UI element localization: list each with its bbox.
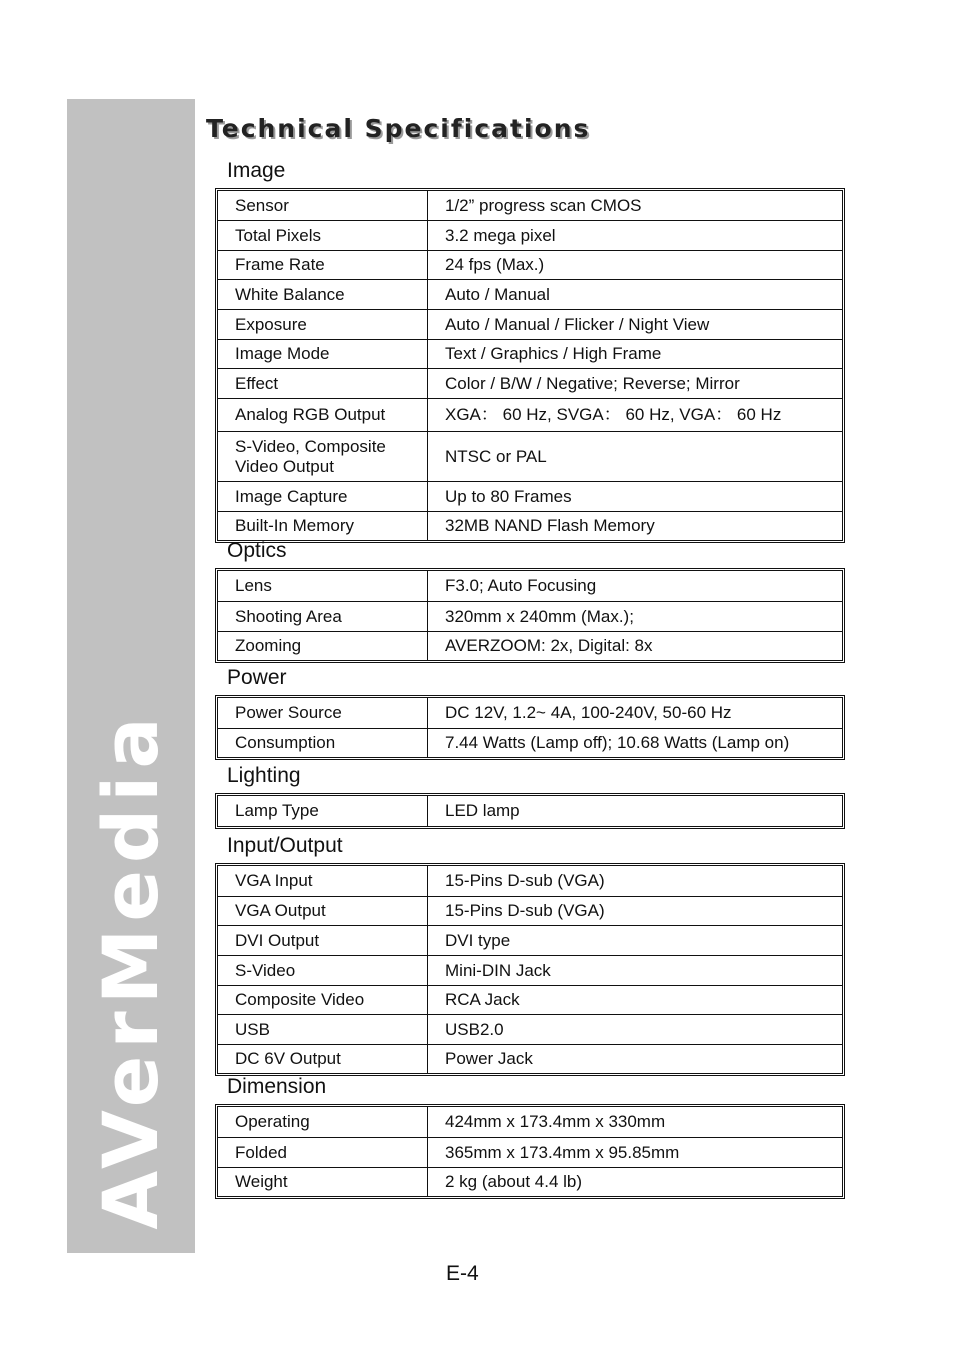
table-row: [218, 631, 842, 660]
table-row: [218, 511, 842, 540]
spec-label: VGA Output: [218, 897, 428, 925]
table-row: [218, 866, 842, 896]
spec-value: Mini-DIN Jack: [445, 960, 551, 980]
spec-label: DVI Output: [218, 926, 428, 955]
table-row: [218, 1107, 842, 1137]
spec-value: 24 fps (Max.): [445, 255, 545, 274]
spec-label: DC 6V Output: [218, 1045, 428, 1073]
spec-value: 320mm x 240mm (Max.);: [445, 606, 634, 626]
spec-label: Sensor: [218, 191, 428, 220]
spec-label: Frame Rate: [218, 251, 428, 279]
spec-value: Color / B/W / Negative; Reverse; Mirror: [445, 373, 740, 393]
spec-label: Total Pixels: [218, 221, 428, 250]
section-heading-image: Image: [227, 159, 286, 182]
table-row: [218, 925, 842, 955]
spec-label: Weight: [218, 1168, 428, 1196]
spec-value: Up to 80 Frames: [445, 486, 572, 506]
spec-label: VGA Input: [218, 866, 428, 896]
spec-label: S-Video, Composite Video Output: [218, 432, 428, 481]
table-row: [218, 339, 842, 368]
spec-value: 2 kg (about 4.4 lb): [445, 1172, 583, 1191]
spec-value: 365mm x 173.4mm x 95.85mm: [445, 1142, 680, 1162]
table-row: [218, 728, 842, 757]
page-title: Technical Specifications: [206, 114, 591, 143]
spec-table-optics: [215, 568, 845, 663]
spec-value: RCA Jack: [445, 990, 520, 1009]
spec-table-lighting: [215, 793, 845, 829]
spec-value: Auto / Manual: [445, 284, 550, 304]
table-row: [218, 1137, 842, 1167]
spec-value: 424mm x 173.4mm x 330mm: [445, 1112, 666, 1131]
table-row: [218, 601, 842, 631]
section-heading-power: Power: [227, 666, 287, 689]
page-number: E-4: [446, 1262, 479, 1285]
section-heading-input-output: Input/Output: [227, 834, 343, 857]
table-row: [218, 191, 842, 220]
spec-table-dimension: [215, 1104, 845, 1199]
table-row: [218, 1014, 842, 1044]
spec-value: XGA： 60 Hz, SVGA： 60 Hz, VGA： 60 Hz: [445, 405, 782, 424]
spec-label: Folded: [218, 1138, 428, 1167]
spec-value: Auto / Manual / Flicker / Night View: [445, 314, 710, 334]
spec-label: Built-In Memory: [218, 512, 428, 540]
spec-label: Analog RGB Output: [218, 399, 428, 431]
spec-value: 1/2” progress scan CMOS: [445, 195, 642, 215]
spec-value: NTSC or PAL: [445, 446, 547, 466]
spec-label: Zooming: [218, 632, 428, 660]
spec-value: 7.44 Watts (Lamp off); 10.68 Watts (Lamp on): [445, 733, 790, 752]
spec-label: USB: [218, 1015, 428, 1044]
spec-value: LED lamp: [445, 801, 520, 820]
spec-label: Exposure: [218, 310, 428, 339]
spec-value: 15-Pins D-sub (VGA): [445, 901, 605, 920]
spec-value: DVI type: [445, 930, 511, 950]
spec-value: AVERZOOM: 2x, Digital: 8x: [445, 636, 653, 655]
table-row: [218, 309, 842, 339]
spec-label: Lamp Type: [218, 796, 428, 826]
spec-label: Image Capture: [218, 482, 428, 511]
spec-value: 15-Pins D-sub (VGA): [445, 871, 605, 890]
table-row: [218, 220, 842, 250]
table-row: [218, 796, 842, 826]
spec-value: USB2.0: [445, 1019, 504, 1039]
spec-value: 32MB NAND Flash Memory: [445, 516, 655, 535]
table-row: [218, 279, 842, 309]
brand-watermark: AVerMedia: [86, 710, 175, 1230]
table-row: [218, 896, 842, 925]
table-row: [218, 698, 842, 728]
spec-label: S-Video: [218, 956, 428, 985]
table-row: [218, 481, 842, 511]
table-row: [218, 398, 842, 431]
spec-value: F3.0; Auto Focusing: [445, 576, 597, 595]
spec-table-input-output: [215, 863, 845, 1076]
table-row: [218, 955, 842, 985]
table-row: [218, 1167, 842, 1196]
table-row: [218, 250, 842, 279]
table-row: [218, 431, 842, 481]
spec-label: Effect: [218, 369, 428, 398]
spec-label: Shooting Area: [218, 602, 428, 631]
table-row: [218, 368, 842, 398]
section-heading-optics: Optics: [227, 539, 287, 562]
spec-value: 3.2 mega pixel: [445, 225, 556, 245]
table-row: [218, 1044, 842, 1073]
table-row: [218, 571, 842, 601]
spec-label: Power Source: [218, 698, 428, 728]
spec-label: Lens: [218, 571, 428, 601]
spec-label: Consumption: [218, 729, 428, 757]
spec-label: Composite Video: [218, 986, 428, 1014]
table-row: [218, 985, 842, 1014]
spec-label: Image Mode: [218, 340, 428, 368]
spec-value: DC 12V, 1.2~ 4A, 100-240V, 50-60 Hz: [445, 703, 732, 722]
spec-label: Operating: [218, 1107, 428, 1137]
spec-label: White Balance: [218, 280, 428, 309]
spec-table-image: [215, 188, 845, 543]
section-heading-dimension: Dimension: [227, 1075, 327, 1098]
spec-table-power: [215, 695, 845, 760]
spec-value: Power Jack: [445, 1049, 533, 1068]
section-heading-lighting: Lighting: [227, 764, 301, 787]
spec-value: Text / Graphics / High Frame: [445, 344, 662, 363]
